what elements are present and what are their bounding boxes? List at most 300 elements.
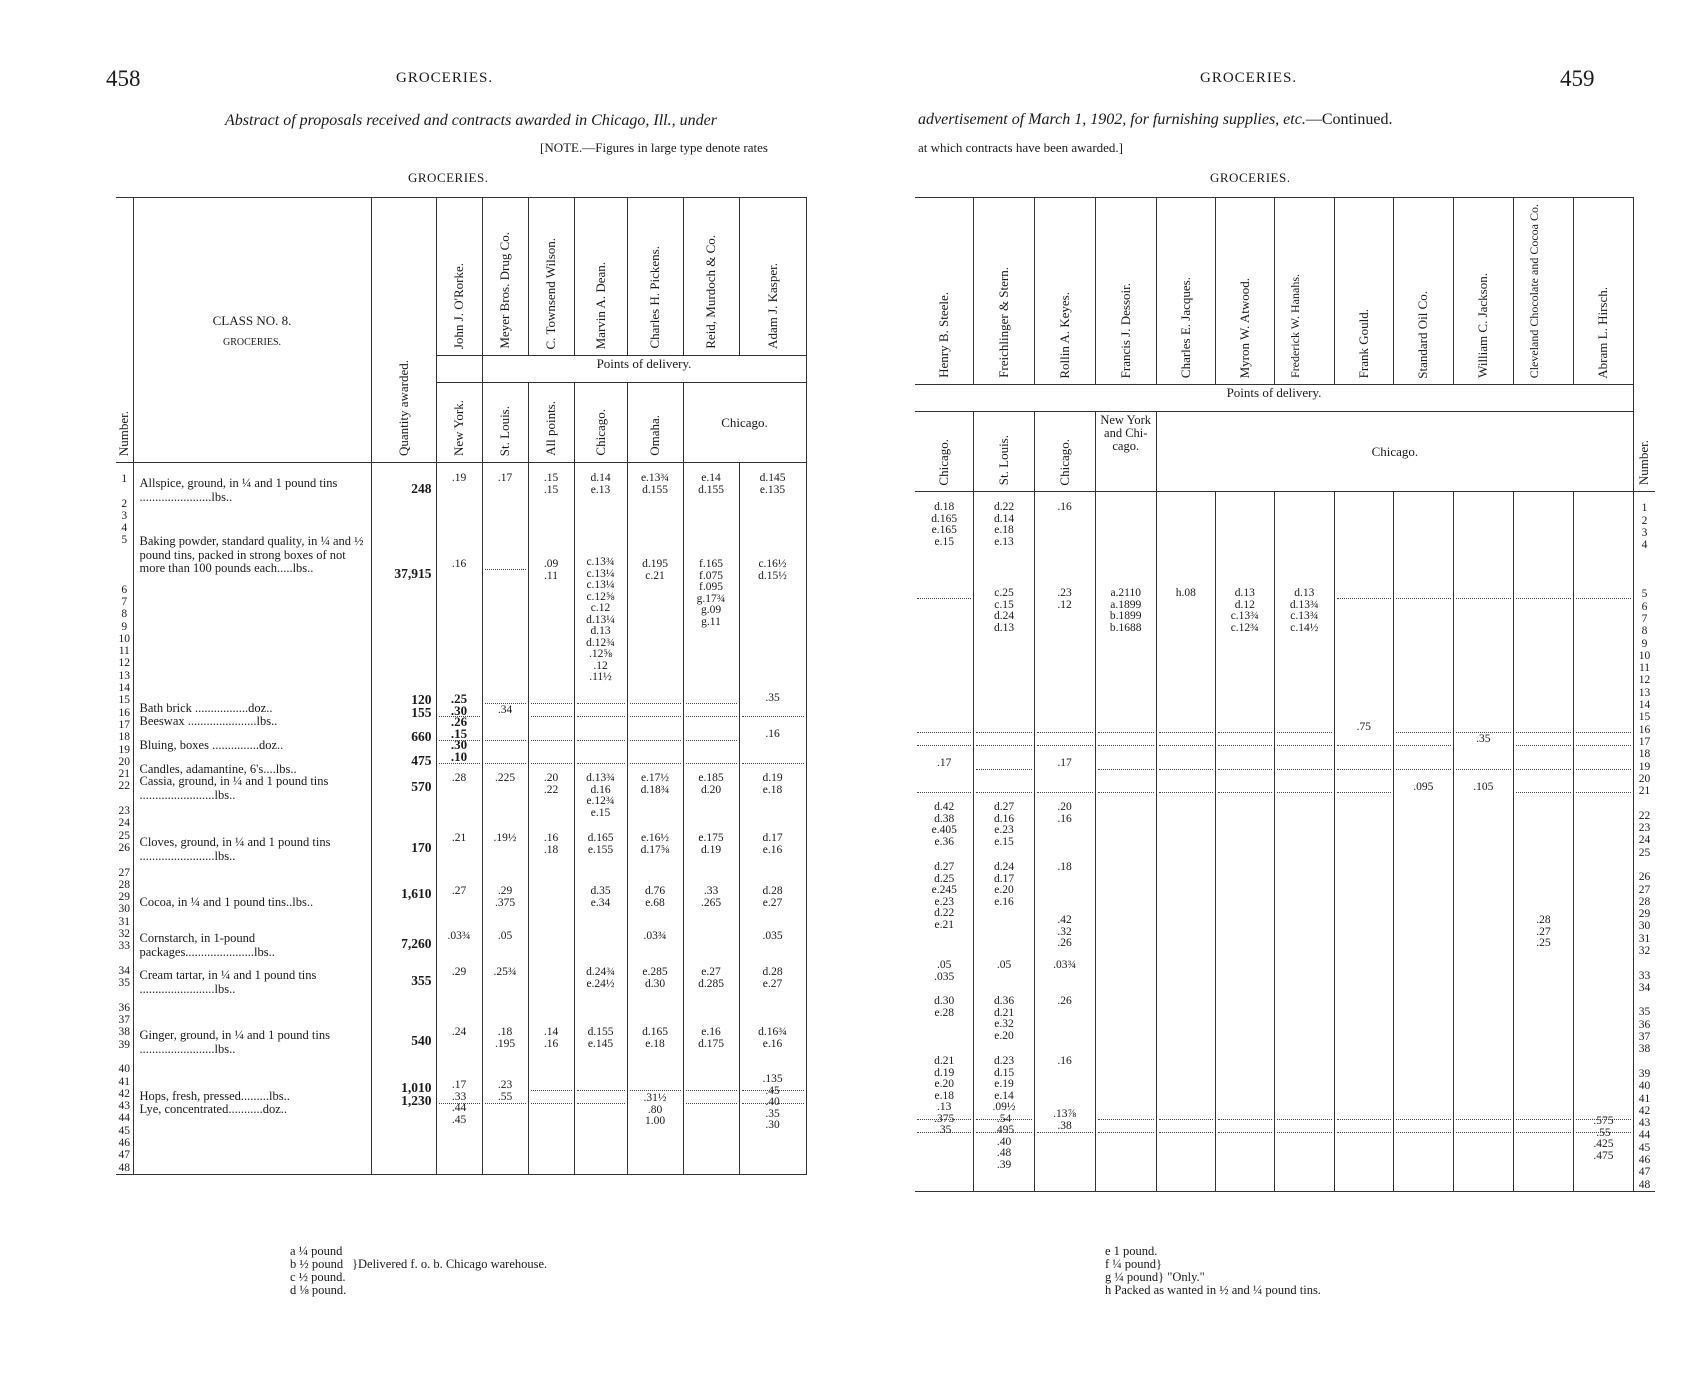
bid-cell (483, 463, 528, 1153)
section-title-left: GROCERIES. (408, 170, 489, 185)
bidder-header: Myron W. Atwood. (1215, 198, 1274, 385)
bid-value: .19 (451, 472, 467, 484)
bid-cell (1157, 492, 1215, 1182)
dotted-leader (577, 1103, 625, 1104)
bid-column (627, 463, 683, 1175)
delivery-point: Omaha. (627, 383, 683, 463)
item-description: Bluing, boxes ...............doz.. (139, 738, 284, 752)
delivery-point: New York. (436, 383, 482, 463)
dotted-leader (1576, 792, 1631, 793)
dotted-leader (1218, 732, 1272, 733)
dotted-leader (1516, 1132, 1571, 1133)
bid-value: e.17½ d.18¾ (640, 772, 670, 796)
bid-value: .18 (1057, 861, 1072, 874)
dotted-leader (1037, 792, 1093, 793)
quantity-awarded: 475 (411, 753, 432, 768)
bid-value: .05 (497, 930, 513, 942)
bid-cell (1216, 492, 1274, 1182)
dotted-leader (630, 716, 681, 717)
section-title-right: GROCERIES. (1210, 170, 1291, 185)
bid-value: .28 (451, 772, 467, 784)
bid-cell (1335, 492, 1393, 1182)
dotted-leader (1098, 1119, 1154, 1120)
bid-value: .20 .22 (543, 772, 559, 796)
bid-value: d.165 e.18 (642, 1026, 668, 1050)
bid-value: .05 .035 (934, 959, 955, 983)
bid-column (683, 463, 739, 1175)
dotted-leader (686, 1103, 737, 1104)
bid-value: d.155 e.145 (587, 1026, 614, 1050)
bid-value: .105 (1473, 781, 1494, 794)
bid-value: d.36 d.21 e.32 e.20 (993, 995, 1015, 1042)
dotted-leader (485, 763, 526, 764)
bid-value: d.21 d.19 e.20 e.18 .13 .375 .35 (934, 1055, 955, 1137)
bid-value: .16 (1057, 1055, 1072, 1068)
bid-cell (529, 463, 574, 1153)
dotted-leader (531, 740, 572, 741)
bid-value: d.165 e.155 (587, 832, 614, 856)
bid-column (1334, 492, 1393, 1192)
delivery-point: New York and Chi-cago. (1095, 412, 1156, 492)
quantity-awarded: 660 (411, 729, 432, 744)
footnote-text-left: }Delivered f. o. b. Chicago warehouse. (352, 1257, 548, 1271)
item-description: Lye, concentrated...........doz.. (139, 1102, 288, 1116)
bid-value: e.185 d.20 (698, 772, 724, 796)
class-subtitle: GROCERIES. (222, 336, 282, 348)
delivery-point: St. Louis. (482, 383, 528, 463)
bid-column (1274, 492, 1334, 1192)
delivery-point: Chicago. (574, 383, 627, 463)
bid-value: .17 (1057, 757, 1072, 770)
items-column (133, 463, 371, 1175)
dotted-leader (1516, 769, 1571, 770)
dotted-leader (1396, 598, 1451, 599)
dotted-leader (1337, 598, 1391, 599)
dotted-leader (1098, 1132, 1154, 1133)
bid-value: .75 (1356, 721, 1371, 734)
dotted-leader (1159, 792, 1213, 793)
bid-value: .34 (497, 704, 513, 716)
bid-column (1095, 492, 1156, 1192)
bid-cell (1574, 492, 1633, 1182)
dotted-leader (742, 716, 804, 717)
bid-cell (684, 463, 739, 1153)
dotted-leader (742, 1090, 804, 1091)
note-left: [NOTE.—Figures in large type denote rates (540, 140, 768, 155)
bid-value: d.42 d.38 e.405 e.36 (931, 801, 957, 848)
bid-cell (1096, 492, 1156, 1182)
dotted-leader (917, 732, 971, 733)
dotted-leader (1456, 769, 1511, 770)
bid-cell (974, 492, 1033, 1182)
dotted-leader (439, 763, 480, 764)
bid-value: .17 .33 .44 .45 (451, 1079, 467, 1126)
bidder-header: Francis J. Dessoir. (1095, 198, 1156, 385)
bid-value: d.24¾ e.24½ (586, 966, 615, 990)
bid-column (1393, 492, 1453, 1192)
dotted-leader (1037, 1132, 1093, 1133)
bid-value: .135 .45 .40 .35 .30 (762, 1073, 783, 1131)
quantity-awarded: 570 (411, 778, 432, 794)
bidder-header: Rollin A. Keyes. (1034, 198, 1095, 385)
bid-value: .035 (762, 930, 783, 942)
dotted-leader (1277, 732, 1332, 733)
bid-value: .31½ .80 1.00 (643, 1092, 667, 1127)
dotted-leader (1218, 792, 1272, 793)
bid-column (1156, 492, 1215, 1192)
bid-value: d.17 e.16 (762, 832, 783, 856)
dotted-leader (439, 716, 480, 717)
running-header-left: GROCERIES. (396, 70, 494, 86)
bid-value: d.27 d.25 e.245 e.23 d.22 e.21 (931, 861, 957, 931)
bid-value: .23 .12 (1057, 587, 1072, 611)
bidder-header: Charles E. Jacques. (1156, 198, 1215, 385)
dotted-leader (742, 1103, 804, 1104)
bid-value: c.25 c.15 d.24 d.13 (993, 587, 1015, 634)
bidder-header: Freichlinger & Stern. (974, 198, 1034, 385)
bid-column (436, 463, 482, 1175)
bid-column (1513, 492, 1573, 1192)
bidder-header: Adam J. Kasper. (739, 198, 806, 356)
dotted-leader (1218, 769, 1272, 770)
dotted-leader (917, 598, 971, 599)
bid-value: d.24 d.17 e.20 e.16 (993, 861, 1015, 908)
dotted-leader (976, 1119, 1031, 1120)
proposals-table-left (116, 197, 807, 1175)
delivery-point: Chicago. (683, 383, 806, 463)
bid-value: .18 .195 (494, 1026, 516, 1050)
dotted-leader (1218, 745, 1272, 746)
class-title: CLASS NO. 8. (212, 312, 292, 328)
dotted-leader (917, 792, 971, 793)
dotted-leader (976, 769, 1031, 770)
bid-value: d.28 e.27 (762, 966, 783, 990)
bid-value: e.175 d.19 (698, 832, 724, 856)
quantity-awarded: 1,610 (401, 886, 432, 901)
bid-value: e.13¾ d.155 (640, 472, 670, 496)
bid-column (574, 463, 627, 1175)
dotted-leader (577, 763, 625, 764)
dotted-leader (686, 716, 737, 717)
dotted-leader (976, 745, 1031, 746)
bid-value: .16 (451, 558, 467, 570)
dotted-leader (1218, 1119, 1272, 1120)
dotted-leader (1456, 1119, 1511, 1120)
bidder-header: Standard Oil Co. (1393, 198, 1453, 385)
bid-value: .25 .30 .26 .15 .30 .10 (450, 691, 468, 764)
dotted-leader (485, 703, 526, 704)
dotted-leader (531, 703, 572, 704)
bid-value: d.23 d.15 e.19 e.14 .09½ .54 .495 .40 .48 .39 (992, 1055, 1016, 1171)
dotted-leader (917, 745, 971, 746)
bidder-header: Abram L. Hirsch. (1573, 198, 1633, 385)
bid-value: e.16½ d.17⅝ (640, 832, 670, 856)
bid-value: d.35 e.34 (590, 885, 611, 909)
dotted-leader (531, 1090, 572, 1091)
item-description: Allspice, ground, in ¼ and 1 pound tins .......................lbs.. (139, 476, 338, 504)
bid-column (528, 463, 574, 1175)
dotted-leader (1516, 598, 1571, 599)
dotted-leader (630, 763, 681, 764)
delivery-point: Chicago. (1034, 412, 1095, 492)
dotted-leader (1218, 1132, 1272, 1133)
bid-value: d.30 e.28 (934, 995, 955, 1019)
dotted-leader (1159, 1119, 1213, 1120)
dotted-leader (1098, 792, 1154, 793)
dotted-leader (1277, 769, 1332, 770)
dotted-leader (1516, 1119, 1571, 1120)
item-description: Hops, fresh, pressed.........lbs.. (139, 1089, 290, 1103)
bidder-header: Henry B. Steele. (915, 198, 974, 385)
dotted-leader (577, 740, 625, 741)
bidder-header: Marvin A. Dean. (574, 198, 627, 356)
dotted-leader (1098, 732, 1154, 733)
bid-column (1034, 492, 1095, 1192)
dotted-leader (1396, 745, 1451, 746)
item-description: Bath brick .................doz.. (139, 701, 273, 715)
dotted-leader (1159, 769, 1213, 770)
running-header-right: GROCERIES. (1200, 70, 1298, 86)
dotted-leader (1576, 769, 1631, 770)
bid-value: .24 (451, 1026, 467, 1038)
dotted-leader (1516, 792, 1571, 793)
bid-value: .23 .55 (497, 1079, 513, 1103)
bid-cell (1035, 492, 1095, 1182)
bid-value: .19½ (493, 832, 517, 844)
quantity-column (371, 463, 436, 1175)
bid-value: .05 (996, 959, 1012, 972)
bidder-header: William C. Jackson. (1453, 198, 1513, 385)
bid-cell (437, 463, 482, 1153)
bid-column (482, 463, 528, 1175)
bid-cell (575, 463, 627, 1153)
bid-value: .225 (494, 772, 516, 784)
item-description: Cocoa, in ¼ and 1 pound tins..lbs.. (139, 895, 314, 909)
dotted-leader (1456, 1132, 1511, 1133)
bid-value: e.27 d.285 (698, 966, 724, 990)
dotted-leader (1576, 1119, 1631, 1120)
bid-cell (1514, 492, 1573, 1182)
dotted-leader (630, 740, 681, 741)
quantity-awarded: 355 (411, 972, 432, 988)
row-numbers: 1 2 3 4 5 6 7 8 9 10 11 12 13 14 15 16 17 18 19 20 21 22 23 24 25 26 27 28 29 30 31 32 33 34 35 36 37 38 39 40 41 42 43 44 45 46 47 48 (116, 463, 133, 1175)
bid-column (1215, 492, 1274, 1192)
dotted-leader (439, 740, 480, 741)
dotted-leader (439, 1103, 480, 1104)
delivery-point: Chicago. (1156, 412, 1633, 492)
bid-column (739, 463, 806, 1175)
bid-value: .28 .27 .25 (1536, 914, 1551, 950)
dotted-leader (976, 792, 1031, 793)
dotted-leader (577, 1090, 625, 1091)
quantity-awarded: 248 (411, 480, 432, 496)
dotted-leader (1098, 745, 1154, 746)
bid-cell (915, 492, 973, 1182)
bid-cell (1394, 492, 1453, 1182)
bid-cell (740, 463, 806, 1153)
bid-column (974, 492, 1034, 1192)
dotted-leader (531, 716, 572, 717)
dotted-leader (1159, 732, 1213, 733)
bid-column (915, 492, 974, 1192)
item-description: Cornstarch, in 1-pound packages......................lbs.. (139, 931, 275, 959)
bid-value: d.14 e.13 (590, 472, 611, 496)
bid-value: .03¾ (643, 930, 667, 942)
dotted-leader (531, 1103, 572, 1104)
class-header (133, 198, 371, 463)
dotted-leader (1576, 732, 1631, 733)
bid-value: d.19 e.18 (762, 772, 783, 796)
quantity-cell (372, 463, 436, 1153)
dotted-leader (630, 703, 681, 704)
bidder-header: Meyer Bros. Drug Co. (482, 198, 528, 356)
subtitle-right-italic: advertisement of March 1, 1902, for furnishing supplies, etc. (918, 111, 1306, 128)
row-numbers: 1 2 3 4 5 6 7 8 9 10 11 12 13 14 15 16 17 18 19 20 21 22 23 24 25 26 27 28 29 30 31 32 33 34 35 36 37 38 39 40 41 42 43 44 45 46 47 48 (1633, 492, 1655, 1192)
bid-value: d.13 d.13¾ c.13¾ c.14½ (1289, 587, 1319, 634)
bid-value: .16 .18 (543, 832, 559, 856)
dotted-leader (1456, 732, 1511, 733)
bid-value: .17 (497, 472, 513, 484)
delivery-point: All points. (528, 383, 574, 463)
bid-value: .095 (1413, 781, 1434, 794)
dotted-leader (742, 763, 804, 764)
dotted-leader (1277, 745, 1332, 746)
dotted-leader (1337, 1132, 1391, 1133)
bid-value: .33 .265 (700, 885, 722, 909)
dotted-leader (1037, 732, 1093, 733)
dotted-leader (577, 716, 625, 717)
dotted-leader (1277, 1119, 1332, 1120)
bid-value: .27 (451, 885, 467, 897)
dotted-leader (485, 569, 526, 570)
dotted-leader (1337, 1119, 1391, 1120)
dotted-leader (1576, 1132, 1631, 1133)
dotted-leader (577, 703, 625, 704)
bid-value: d.195 c.21 (642, 558, 668, 582)
number-header: Number. (1633, 198, 1655, 492)
bid-value: .35 (765, 692, 780, 704)
dotted-leader (686, 1090, 737, 1091)
dotted-leader (1277, 1132, 1332, 1133)
bid-value: c.13¾ c.13¼ c.13¼ c.12⅝ c.12 d.13¼ d.13 d.12¾ .12⅝ .12 .11½ (586, 556, 615, 683)
bid-value: .14 .16 (543, 1026, 559, 1050)
bidder-header: Charles H. Pickens. (627, 198, 683, 356)
quantity-awarded: 155 (411, 705, 432, 720)
dotted-leader (1037, 745, 1093, 746)
bid-value: e.16 d.175 (698, 1026, 724, 1050)
note-right: at which contracts have been awarded.] (918, 140, 1124, 155)
item-description: Beeswax ......................lbs.. (139, 714, 278, 728)
bid-value: .17 (937, 757, 952, 770)
bidder-header: C. Townsend Wilson. (528, 198, 574, 356)
bid-value: .16 (1057, 501, 1072, 514)
dotted-leader (1396, 732, 1451, 733)
item-description: Cream tartar, in ¼ and 1 pound tins ........................lbs.. (139, 968, 317, 996)
bid-value: d.16¾ e.16 (758, 1026, 787, 1050)
bid-cell (1454, 492, 1513, 1182)
bid-value: d.27 d.16 e.23 e.15 (993, 801, 1015, 848)
dotted-leader (485, 740, 526, 741)
bid-value: .20 .16 (1057, 801, 1072, 825)
bid-value: d.28 e.27 (762, 885, 783, 909)
quantity-awarded: 1,230 (401, 1093, 432, 1108)
dotted-leader (686, 740, 737, 741)
dotted-leader (1396, 769, 1451, 770)
dotted-leader (686, 763, 737, 764)
page-number-left: 458 (106, 66, 141, 91)
bid-value: c.16½ d.15½ (758, 558, 787, 582)
points-of-delivery-header: Points of delivery. (915, 385, 1633, 412)
bid-value: f.165 f.075 f.095 g.17¾ g.09 g.11 (696, 558, 726, 628)
quantity-awarded: 170 (411, 839, 432, 855)
quantity-awarded: 1,010 (401, 1080, 432, 1095)
dotted-leader (531, 763, 572, 764)
bid-value: d.22 d.14 e.18 e.13 (993, 501, 1015, 548)
bid-value: .03¾ (1053, 959, 1077, 972)
bid-value: d.13 d.12 c.13¾ c.12¾ (1230, 587, 1259, 634)
dotted-leader (1576, 745, 1631, 746)
dotted-leader (485, 1103, 526, 1104)
bid-cell (628, 463, 683, 1153)
bid-value: .575 .55 .425 .475 (1593, 1115, 1614, 1162)
quantity-awarded: 37,915 (394, 565, 432, 581)
bidder-header: Reid, Murdoch & Co. (683, 198, 739, 356)
subtitle-left: Abstract of proposals received and contracts awarded in Chicago, Ill., under (225, 112, 717, 129)
bid-value: d.13¾ d.16 e.12¾ e.15 (586, 772, 615, 819)
dotted-leader (1159, 1132, 1213, 1133)
dotted-leader (686, 703, 737, 704)
subtitle-right (918, 111, 1392, 129)
subtitle-right-plain: —Continued. (1305, 111, 1393, 128)
dotted-leader (976, 1132, 1031, 1133)
bid-cell (1275, 492, 1334, 1182)
bid-value: .03¾ (447, 930, 471, 942)
bidder-header: John J. O'Rorke. (436, 198, 482, 356)
page-number-right: 459 (1560, 66, 1595, 91)
dotted-leader (1576, 598, 1631, 599)
dotted-leader (1337, 745, 1391, 746)
delivery-point: Chicago. (915, 412, 974, 492)
item-description: Ginger, ground, in ¼ and 1 pound tins ........................lbs.. (139, 1028, 330, 1056)
item-description: Baking powder, standard quality, in ¼ and ½ pound tins, packed in strong boxes of not more than 100 pounds each.....lbs.. (139, 534, 364, 575)
points-of-delivery-header: Points of delivery. (482, 356, 806, 383)
right-page (850, 0, 1695, 1380)
item-description: Candles, adamantine, 6's....lbs.. (139, 762, 297, 776)
dotted-leader (1456, 598, 1511, 599)
bid-value: .13⅞ .38 (1053, 1108, 1077, 1132)
item-description: Cassia, ground, in ¼ and 1 pound tins ........................lbs.. (139, 774, 329, 802)
bid-value: d.18 d.165 e.165 e.15 (931, 501, 958, 548)
bid-value: .15 .15 (543, 472, 559, 496)
items-cell (140, 473, 369, 1163)
bid-value: .16 (765, 728, 780, 740)
dotted-leader (1396, 1119, 1451, 1120)
bid-column (1453, 492, 1513, 1192)
bid-value: .26 (1057, 995, 1072, 1008)
bid-value: .09 .11 (543, 558, 559, 582)
dotted-leader (1516, 732, 1571, 733)
footnote-marks-left: a ¼ pound b ½ pound c ½ pound. d ⅛ pound. (290, 1244, 347, 1297)
bid-column (1573, 492, 1633, 1192)
dotted-leader (1277, 792, 1332, 793)
item-description: Cloves, ground, in ¼ and 1 pound tins ........................lbs.. (139, 835, 331, 863)
bidder-header: Cleveland Chocolate and Cocoa Co. (1513, 198, 1573, 385)
proposals-table-right (915, 197, 1655, 1192)
dotted-leader (917, 1132, 971, 1133)
bidder-header: Frederick W. Hanahs. (1274, 198, 1334, 385)
quantity-awarded: 7,260 (401, 935, 432, 951)
quantity-awarded: 120 (411, 692, 432, 707)
